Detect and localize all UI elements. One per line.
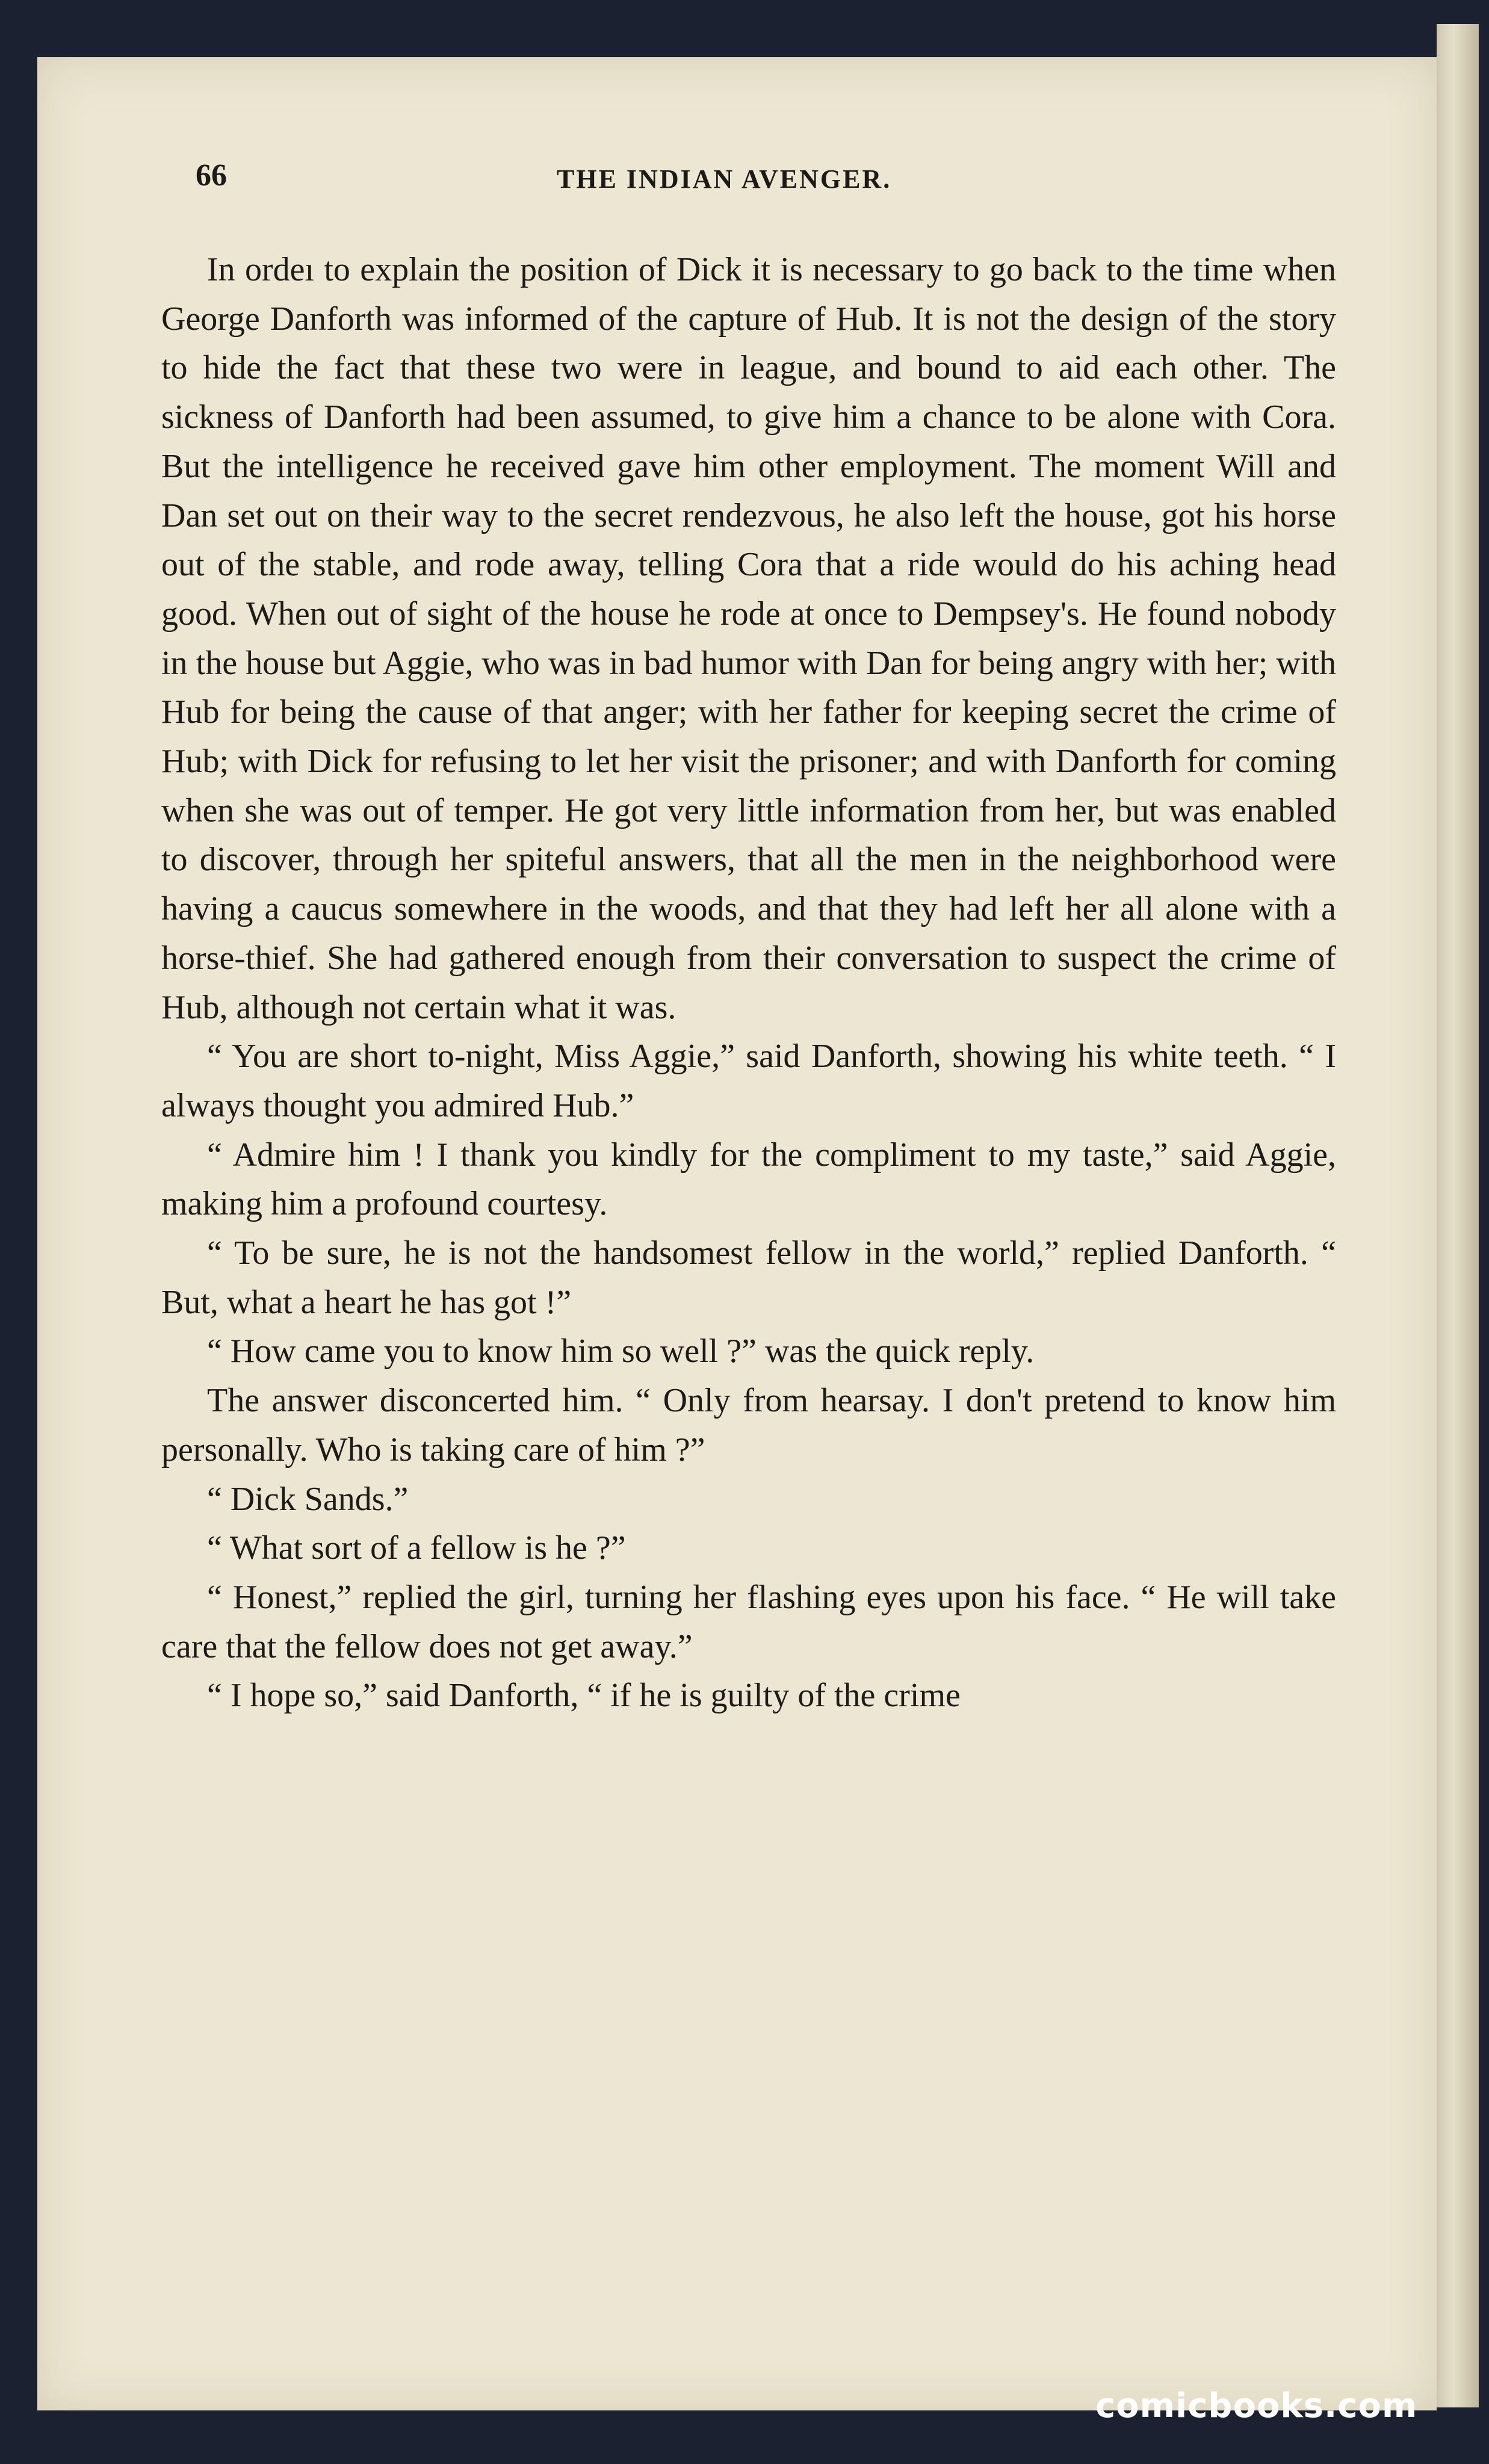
paragraph: “ You are short to-night, Miss Aggie,” said Danforth, showing his white teeth. “ I always thought you admired Hub.” [161, 1038, 1336, 1124]
paragraph: “ How came you to know him so well ?” was the quick reply. [207, 1333, 1035, 1370]
paragraph: “ Honest,” replied the girl, turning her flashing eyes upon his face. “ He will take care that the fellow does not get away.” [161, 1578, 1336, 1665]
paragraph: The answer disconcerted him. “ Only from hearsay. I don't pretend to know him personally. Who is taking care of him ?” [161, 1382, 1336, 1469]
paragraph: “ To be sure, he is not the handsomest fellow in the world,” replied Danforth. “ But, what a heart he has got !” [161, 1234, 1336, 1321]
watermark: comicbooks.com [1095, 2386, 1418, 2425]
paragraph: “ Dick Sands.” [207, 1480, 409, 1518]
page-number: 66 [196, 158, 227, 193]
page-edge [1437, 24, 1479, 2407]
running-title: THE INDIAN AVENGER. [557, 164, 892, 194]
paragraph: “ What sort of a fellow is he ?” [207, 1529, 626, 1567]
paragraph: “ I hope so,” said Danforth, “ if he is guilty of the crime [207, 1677, 961, 1715]
paragraph: In ordeı to explain the position of Dick it is necessary to go back to the time when George Danforth was informed of the capture of Hub. It is not the design of the story to hide the fact that these two were in league, and bound to aid each other. The sickness of Danforth had been assumed, to give him a chance to be alone with Cora. But the intelligence he received gave him other employment. The moment Will and Dan set out on their way to the secret rendezvous, he also left the house, got his horse out of the stable, and rode away, telling Cora that a ride would do his aching head good. When out of sight of the house he rode at once to Dempsey's. He found nobody in the house but Aggie, who was in bad humor with Dan for being angry with her; with Hub for being the cause of that anger; with her father for keeping secret the crime of Hub; with Dick for refusing to let her visit the prisoner; and with Danforth for coming when she was out of temper. He got very little information from her, but was enabled to discover, through her spiteful answers, that all the men in the neighborhood were having a caucus somewhere in the woods, and that they had left her all alone with a horse-thief. She had gathered enough from their conversation to suspect the crime of Hub, although not certain what it was. [161, 251, 1336, 1026]
body-text [161, 246, 1336, 1721]
running-head [159, 158, 1339, 200]
paragraph: “ Admire him ! I thank you kindly for the compliment to my taste,” said Aggie, making him a profound courtesy. [161, 1136, 1336, 1223]
